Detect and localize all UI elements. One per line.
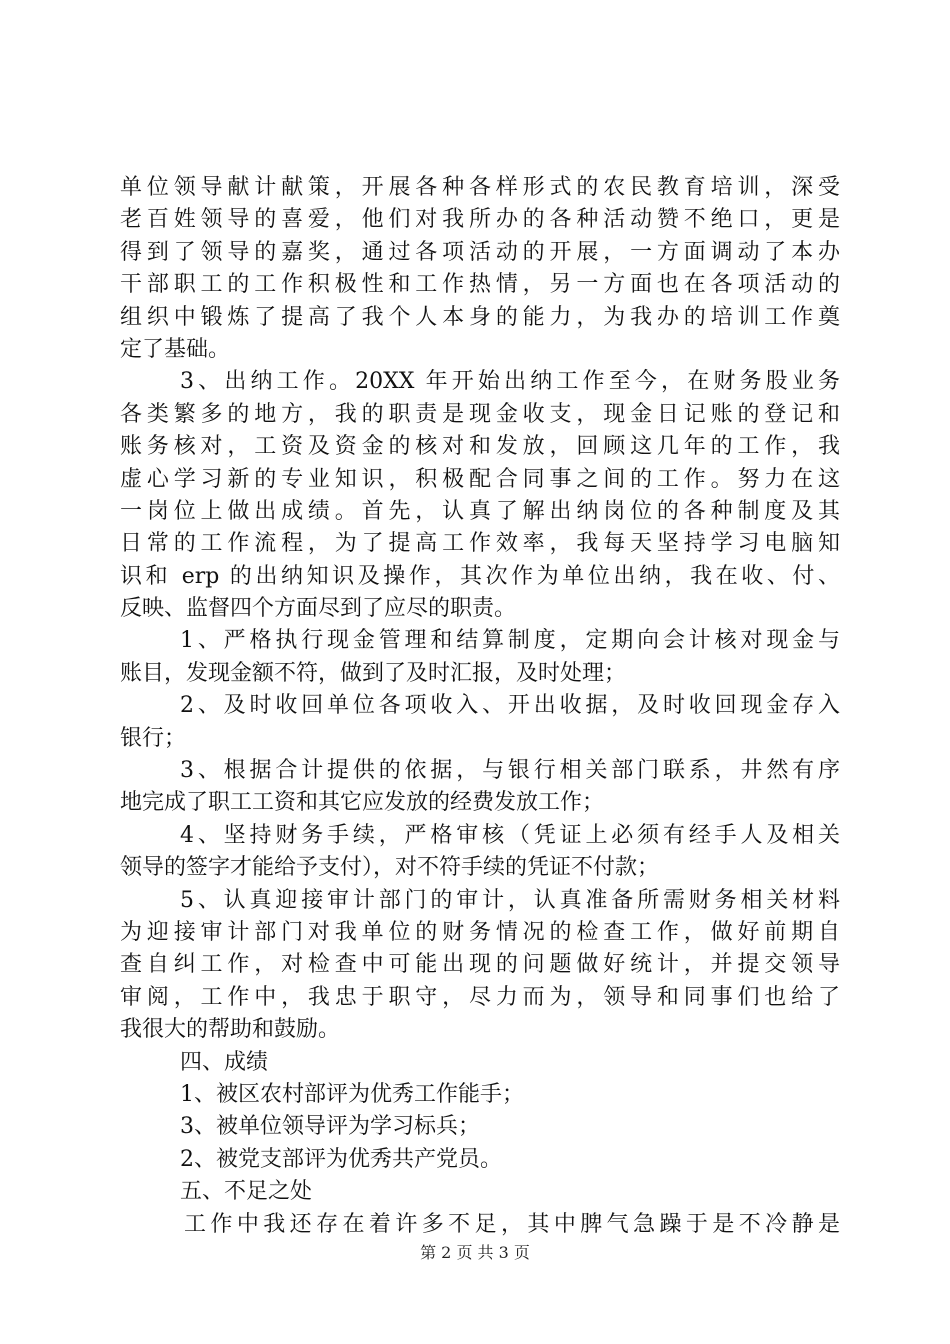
- text-line: 领导的签字才能给予支付），对不符手续的凭证不付款；: [120, 855, 660, 881]
- text-line: 老百姓领导的喜爱，他们对我所办的各种活动赞不绝口，更是: [120, 207, 840, 233]
- page-number-footer: 第 2 页 共 3 页: [420, 1243, 530, 1262]
- document-body: [120, 172, 840, 1241]
- text-line: 地完成了职工工资和其它应发放的经费发放工作；: [120, 790, 605, 816]
- text-line: 5、认真迎接审计部门的审计，认真准备所需财务相关材料: [180, 887, 840, 913]
- list-item: 2、被党支部评为优秀共产党员。: [180, 1146, 502, 1172]
- text-line: 3、出纳工作。20XX 年开始出纳工作至今，在财务股业务: [180, 369, 840, 395]
- text-line: 定了基础。: [120, 336, 231, 362]
- text-line: 干部职工的工作积极性和工作热情，另一方面也在各项活动的: [120, 272, 840, 298]
- text-line: 工作中我还存在着许多不足，其中脾气急躁于是不冷静是: [184, 1211, 840, 1237]
- text-line: 单位领导献计献策，开展各种各样形式的农民教育培训，深受: [120, 175, 840, 200]
- text-line: 各类繁多的地方，我的职责是现金收支，现金日记账的登记和: [120, 401, 840, 427]
- section-heading: 四、成绩: [180, 1049, 269, 1075]
- text-line: 日常的工作流程，为了提高工作效率，我每天坚持学习电脑知: [120, 531, 840, 557]
- text-line: 2、及时收回单位各项收入、开出收据，及时收回现金存入: [180, 693, 840, 719]
- text-line: 得到了领导的嘉奖，通过各项活动的开展，一方面调动了本办: [120, 239, 840, 265]
- text-line: 账目，发现金额不符，做到了及时汇报，及时处理；: [120, 660, 627, 686]
- text-line: 我很大的帮助和鼓励。: [120, 1017, 341, 1043]
- text-line: 识和 erp 的出纳知识及操作，其次作为单位出纳，我在收、付、: [120, 563, 840, 589]
- text-line: 查自纠工作，对检查中可能出现的问题做好统计，并提交领导: [120, 952, 840, 978]
- text-line: 一岗位上做出成绩。首先，认真了解出纳岗位的各种制度及其: [120, 498, 840, 524]
- text-line: 银行；: [120, 725, 187, 751]
- text-line: 4、坚持财务手续，严格审核（凭证上必须有经手人及相关: [180, 822, 840, 848]
- list-item: 3、被单位领导评为学习标兵；: [180, 1114, 480, 1140]
- text-line: 反映、监督四个方面尽到了应尽的职责。: [120, 596, 517, 622]
- section-heading: 五、不足之处: [180, 1179, 313, 1205]
- text-line: 为迎接审计部门对我单位的财务情况的检查工作，做好前期自: [120, 919, 840, 945]
- text-line: 审阅，工作中，我忠于职守，尽力而为，领导和同事们也给了: [120, 984, 840, 1010]
- text-line: 组织中锻炼了提高了我个人本身的能力，为我办的培训工作奠: [120, 304, 840, 330]
- text-line: 1、严格执行现金管理和结算制度，定期向会计核对现金与: [180, 628, 840, 654]
- list-item: 1、被区农村部评为优秀工作能手；: [180, 1081, 524, 1107]
- text-line: 账务核对，工资及资金的核对和发放，回顾这几年的工作，我: [120, 434, 840, 460]
- text-line: 3、根据合计提供的依据，与银行相关部门联系，井然有序: [180, 758, 840, 784]
- text-line: 虚心学习新的专业知识，积极配合同事之间的工作。努力在这: [120, 466, 840, 492]
